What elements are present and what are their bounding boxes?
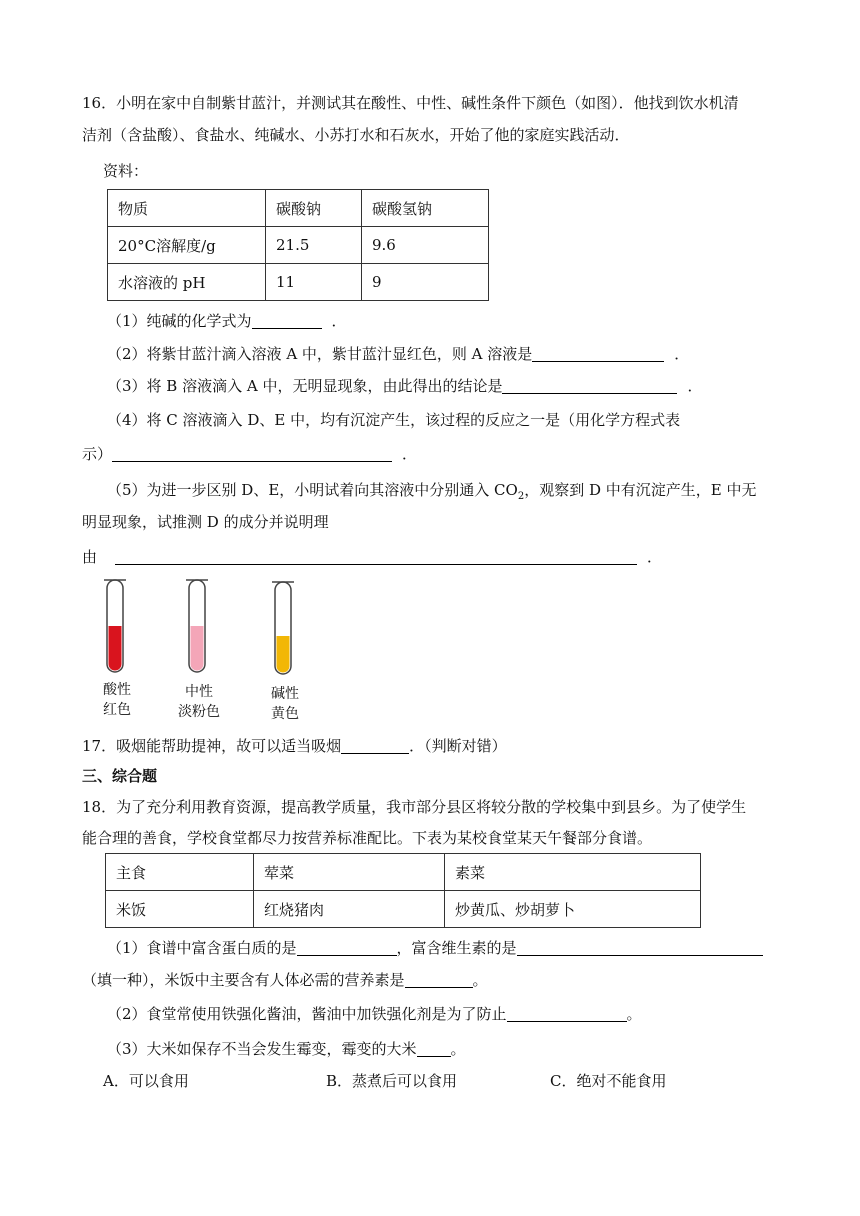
q18-part1-line1 [107, 937, 763, 958]
q18-part1-text-b: ，富含维生素的是 [396, 939, 517, 957]
tube-label-line: 中性 [185, 684, 213, 700]
table-row [108, 264, 489, 301]
q18-intro-line1: 18．为了充分利用教育资源，提高教学质量，我市部分县区将较分散的学校集中到县乡。为了使学生 [82, 798, 747, 816]
q17-text: 17．吸烟能帮助提神，故可以适当吸烟 [82, 737, 342, 755]
q16-part5-subscript: 2 [517, 491, 525, 502]
q18-part2-end: 。 [626, 1005, 642, 1023]
q16-part4-text: 示） [82, 445, 113, 463]
tube-label-line: 酸性 [103, 682, 131, 698]
q17-end: ．（判断对错） [409, 737, 507, 755]
q16-part5-line1 [107, 479, 757, 502]
answer-blank[interactable] [502, 377, 677, 394]
answer-blank[interactable] [252, 312, 322, 329]
q16-data-table [107, 189, 489, 301]
table-cell: 11 [266, 264, 362, 301]
q16-part2-text: （2）将紫甘蓝汁滴入溶液 A 中，紫甘蓝汁显红色，则 A 溶液是 [107, 345, 533, 363]
answer-blank[interactable] [507, 1005, 627, 1022]
q17 [82, 735, 507, 756]
table-cell: 水溶液的 pH [108, 264, 266, 301]
q18-option-a[interactable]: A．可以食用 [103, 1072, 189, 1090]
tube-label-alkaline [255, 684, 315, 724]
q16-intro-line2: 洁剂（含盐酸）、食盐水、纯碱水、小苏打水和石灰水，开始了他的家庭实践活动． [82, 126, 630, 144]
q18-part3 [107, 1038, 466, 1059]
table-cell: 21.5 [266, 227, 362, 264]
q16-part4-line2 [82, 443, 417, 464]
answer-blank[interactable] [417, 1040, 451, 1057]
table-cell: 9.6 [362, 227, 489, 264]
answer-blank[interactable] [405, 971, 473, 988]
q18-part2 [107, 1003, 642, 1024]
q18-part1-end: 。 [472, 971, 488, 989]
q16-part1-text: （1）纯碱的化学式为 [107, 312, 252, 330]
table-header: 碳酸氢钠 [362, 190, 489, 227]
test-tube-acid [104, 580, 126, 672]
table-cell: 红烧猪肉 [254, 891, 445, 928]
q16-part3-text: （3）将 B 溶液滴入 A 中，无明显现象，由此得出的结论是 [107, 377, 503, 395]
q18-intro-line2: 能合理的善食，学校食堂都尽力按营养标准配比。下表为某校食堂某天午餐部分食谱。 [82, 829, 653, 847]
answer-blank[interactable] [341, 737, 409, 754]
section-heading: 三、综合题 [82, 767, 158, 785]
table-header: 素菜 [445, 854, 701, 891]
answer-blank[interactable] [532, 345, 664, 362]
q16-part3-end: ． [687, 377, 703, 395]
q16-material-label: 资料： [103, 162, 149, 180]
tube-label-line: 黄色 [271, 706, 299, 722]
q16-number: 16． [82, 94, 117, 112]
q18-part3-text: （3）大米如保存不当会发生霉变，霉变的大米 [107, 1040, 417, 1058]
q18-part1-text: （1）食谱中富含蛋白质的是 [107, 939, 297, 957]
q18-option-b[interactable]: B．蒸煮后可以食用 [326, 1072, 458, 1090]
test-tube-neutral [186, 580, 208, 672]
q16-part3 [107, 375, 703, 396]
table-cell: 炒黄瓜、炒胡萝卜 [445, 891, 701, 928]
answer-blank[interactable] [115, 548, 637, 565]
tube-label-line: 碱性 [271, 686, 299, 702]
tube-label-neutral [169, 682, 229, 722]
table-cell: 20°C溶解度/g [108, 227, 266, 264]
q18-part2-text: （2）食堂常使用铁强化酱油，酱油中加铁强化剂是为了防止 [107, 1005, 507, 1023]
q16-part5-text: （5）为进一步区别 D、E，小明试着向其溶液中分别通入 CO [107, 481, 518, 499]
q16-part1-end: ． [331, 312, 347, 330]
answer-blank[interactable] [112, 445, 392, 462]
table-header: 物质 [108, 190, 266, 227]
q16-part5-line2: 明显现象，试推测 D 的成分并说明理 [82, 513, 329, 531]
q16-intro-line1 [82, 92, 739, 113]
q18-part1-line2 [82, 969, 488, 990]
test-tubes-figure [95, 578, 325, 678]
table-cell: 米饭 [106, 891, 254, 928]
q16-part4-end: ． [402, 445, 418, 463]
q16-part5-end: ． [647, 548, 663, 566]
q16-part2 [107, 343, 689, 364]
q16-intro-text: 小明在家中自制紫甘蓝汁，并测试其在酸性、中性、碱性条件下颜色（如图）．他找到饮水机清 [116, 94, 739, 112]
q16-part4-line1: （4）将 C 溶液滴入 D、E 中，均有沉淀产生，该过程的反应之一是（用化学方程式表 [107, 411, 681, 429]
table-row [108, 190, 489, 227]
q16-part1 [107, 310, 347, 331]
test-tube-alkaline [272, 582, 294, 674]
answer-blank[interactable] [297, 939, 397, 956]
q18-menu-table [105, 853, 701, 928]
tube-label-acid [87, 680, 147, 720]
answer-blank[interactable] [517, 939, 763, 956]
table-header: 碳酸钠 [266, 190, 362, 227]
q16-part5-line3 [82, 546, 662, 567]
table-row [108, 227, 489, 264]
q16-part2-end: ． [674, 345, 690, 363]
table-row [106, 891, 701, 928]
q18-part3-end: 。 [450, 1040, 466, 1058]
q18-part1-text-c: （填一种），米饭中主要含有人体必需的营养素是 [82, 971, 405, 989]
table-header: 荤菜 [254, 854, 445, 891]
q18-option-c[interactable]: C．绝对不能食用 [550, 1072, 667, 1090]
table-cell: 9 [362, 264, 489, 301]
q16-part5-text-b: ，观察到 D 中有沉淀产生，E 中无 [524, 481, 757, 499]
q16-part5-reason-label: 由 [82, 548, 98, 566]
table-header: 主食 [106, 854, 254, 891]
tube-label-line: 淡粉色 [178, 704, 220, 720]
tube-label-line: 红色 [103, 702, 131, 718]
table-row [106, 854, 701, 891]
